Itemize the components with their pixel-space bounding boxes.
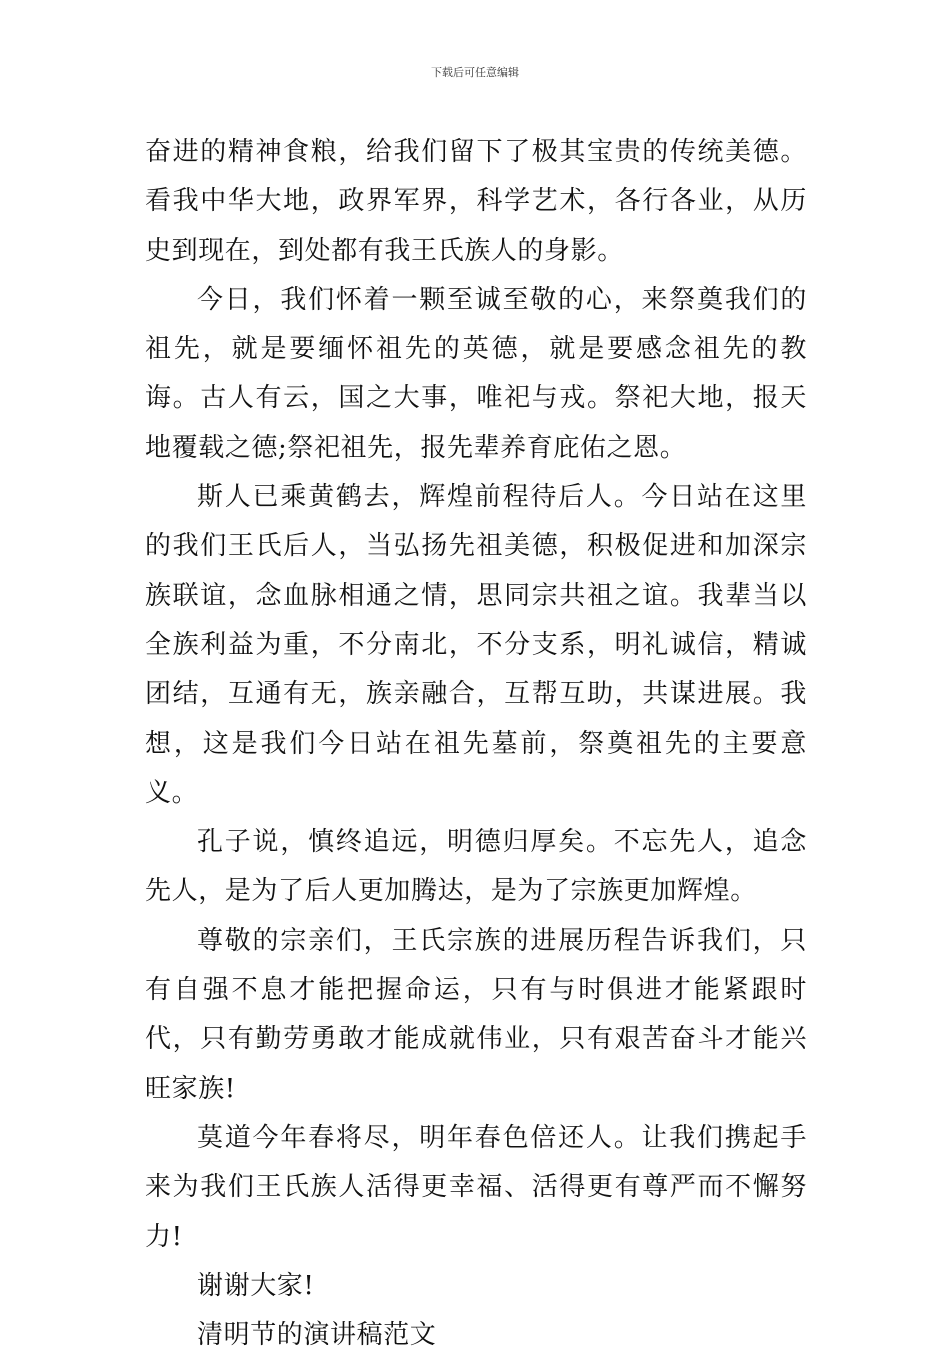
paragraph: 莫道今年春将尽，明年春色倍还人。让我们携起手来为我们王氏族人活得更幸福、活得更有尊严而不懈努力! — [145, 1122, 807, 1252]
paragraph: 尊敬的宗亲们，王氏宗族的进展历程告诉我们，只有自强不息才能把握命运，只有与时俱进才能紧跟时代，只有勤劳勇敢才能成就伟业，只有艰苦奋斗才能兴旺家族! — [145, 925, 807, 1104]
section-title: 清明节的演讲稿范文 — [197, 1320, 437, 1351]
paragraph: 孔子说，慎终追远，明德归厚矣。不忘先人，追念先人，是为了后人更加腾达，是为了宗族更加辉煌。 — [145, 827, 807, 907]
paragraph: 斯人已乘黄鹤去，辉煌前程待后人。今日站在这里的我们王氏后人，当弘扬先祖美德，积极促进和加深宗族联谊，念血脉相通之情，思同宗共祖之谊。我辈当以全族利益为重，不分南北，不分支系，明礼诚信，精诚团结，互通有无，族亲融合，互帮互助，共谋进展。我想，这是我们今日站在祖先墓前，祭奠祖先的主要意义。 — [145, 482, 807, 808]
paragraph: 今日，我们怀着一颗至诚至敬的心，来祭奠我们的祖先，就是要缅怀祖先的英德，就是要感念祖先的教诲。古人有云，国之大事，唯祀与戎。祭祀大地，报天地覆载之德;祭祀祖先，报先辈养育庇佑之恩。 — [145, 284, 807, 463]
document-body — [145, 128, 807, 1360]
page-header: 下载后可任意编辑 — [431, 66, 519, 79]
paragraph-continuation: 奋进的精神食粮，给我们留下了极其宝贵的传统美德。看我中华大地，政界军界，科学艺术，各行各业，从历史到现在，到处都有我王氏族人的身影。 — [145, 137, 807, 266]
closing-thanks: 谢谢大家! — [197, 1270, 315, 1301]
